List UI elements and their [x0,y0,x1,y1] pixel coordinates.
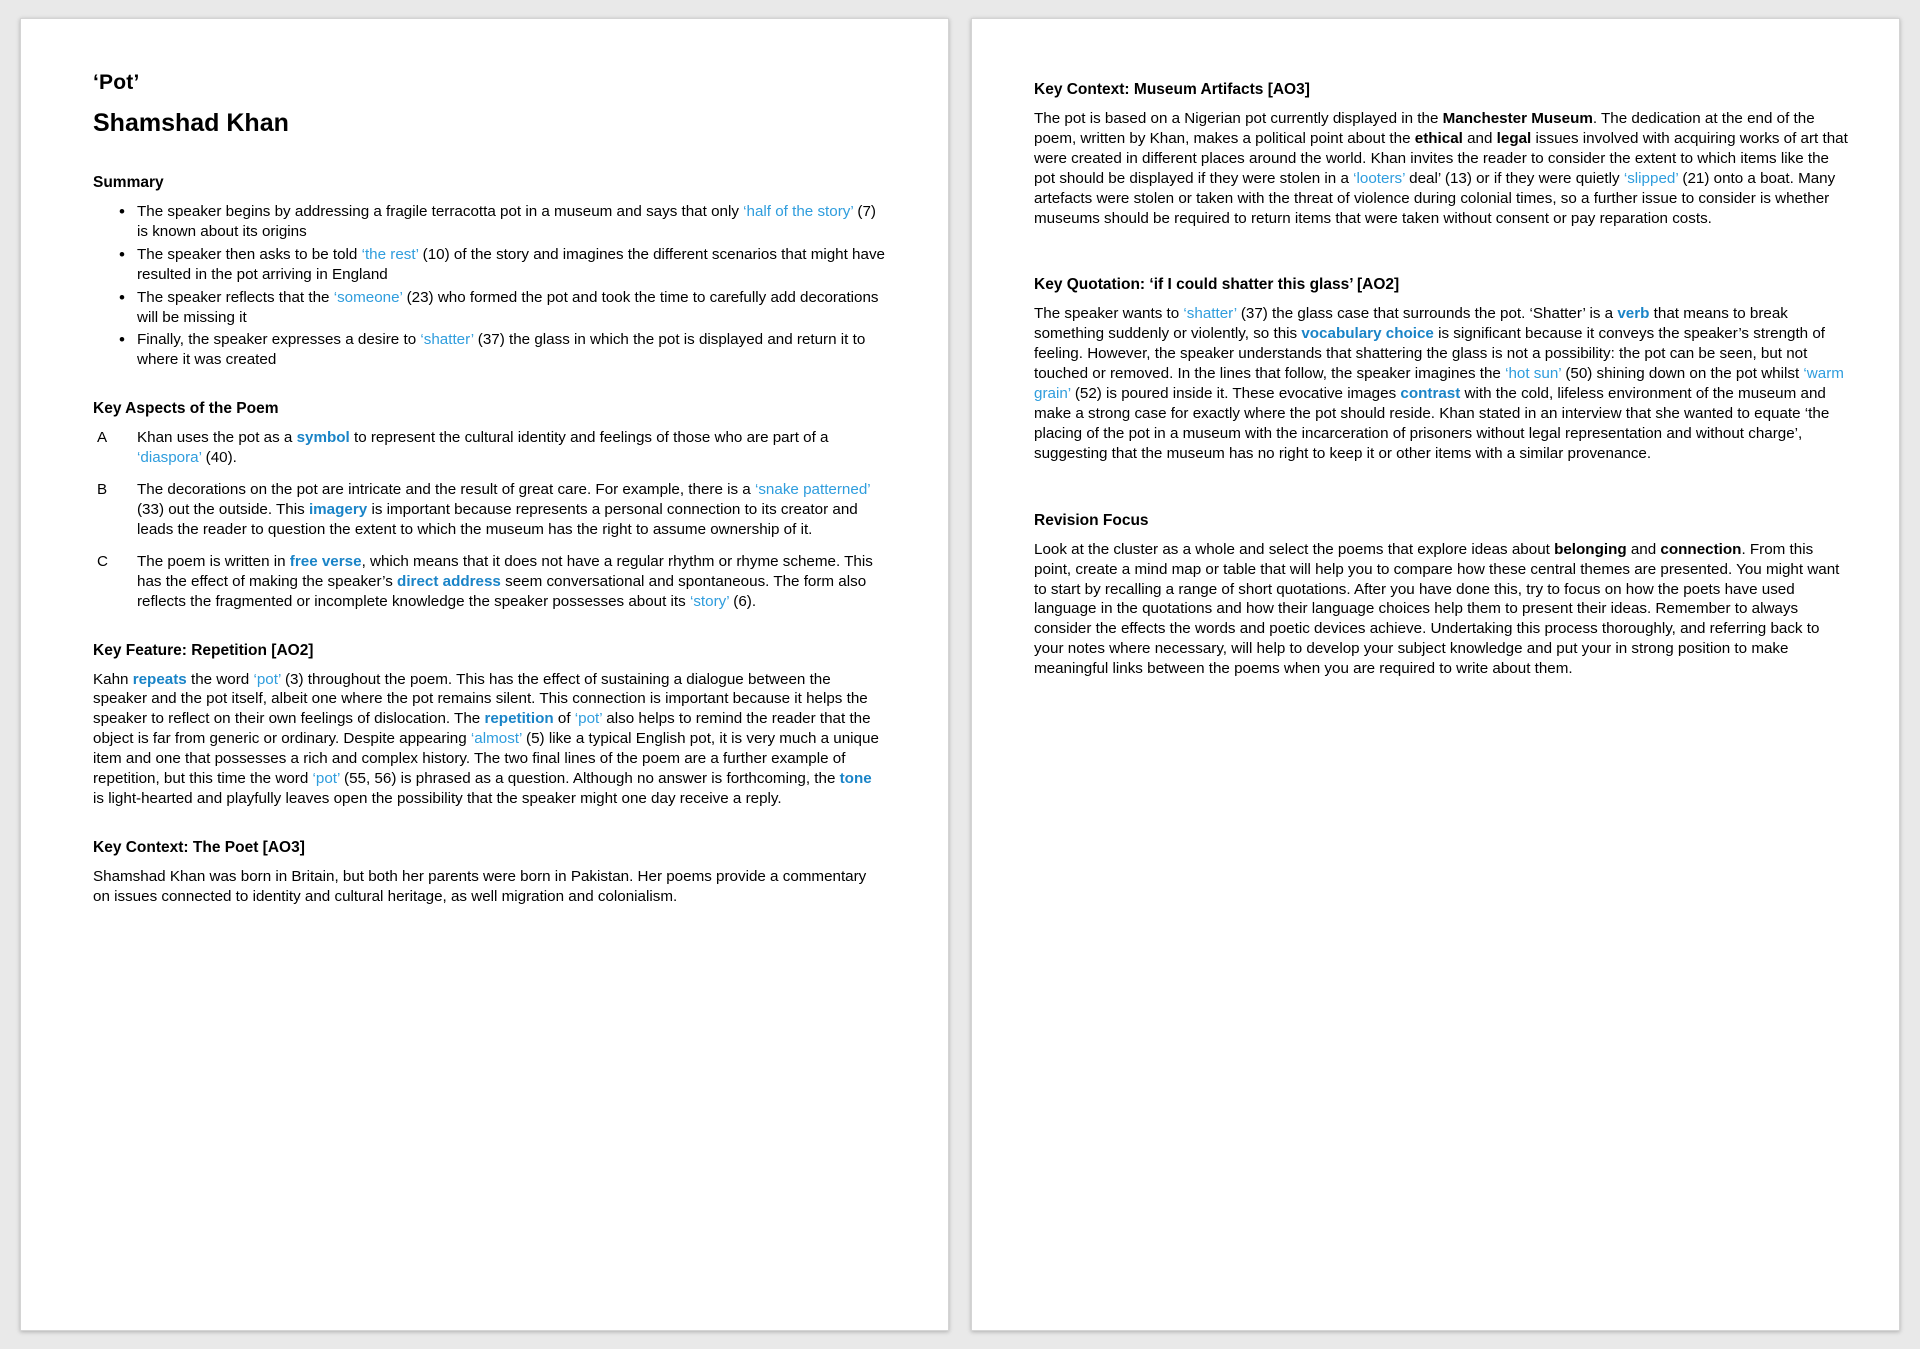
page-right [971,18,1900,1331]
section-key-aspects [93,400,886,611]
section-summary [93,174,886,370]
list-item: • Finally, the speaker expresses a desire to ‘shatter’ (37) the glass in which the pot is displayed and return it to where it was created [119,330,886,370]
section-revision-focus [1034,512,1851,679]
section-key-feature [93,642,886,809]
key-feature-heading: Key Feature: Repetition [AO2] [93,641,314,659]
list-item: B The decorations on the pot are intricate and the result of great care. For example, there is a ‘snake patterned’ (33) out the outside. This imagery is important because represents a personal connection to its creator and leads the reader to question the extent to which the museum has the right to assume ownership of it. [97,481,871,538]
key-context-poet-heading: Key Context: The Poet [AO3] [93,838,305,856]
section-key-context-artifacts [1034,81,1851,228]
summary-list [93,202,886,370]
page-title: ‘Pot’ [93,71,140,94]
key-aspects-list [93,428,886,611]
author-name: Shamshad Khan [93,109,289,137]
key-feature-paragraph: Kahn repeats the word ‘pot’ (3) throughout the poem. This has the effect of sustaining a dialogue between the speaker and the pot itself, albeit one where the pot remains silent. This connection is important because it helps the speaker to reflect on their own feelings of dislocation. The repetition of ‘pot’ also helps to remind the reader that the object is far from generic or ordinary. Despite appearing ‘almost’ (5) like a typical English pot, it is very much a unique item and one that possesses a rich and complex history. The two final lines of the poem are a further example of repetition, but this time the word ‘pot’ (55, 56) is phrased as a question. Although no answer is forthcoming, the tone is light-hearted and playfully leaves open the possibility that the speaker might one day receive a reply. [93,670,879,807]
revision-focus-paragraph: Look at the cluster as a whole and select the poems that explore ideas about belonging and connection. From this point, create a mind map or table that will help you to compare how these central themes are presented. You might want to start by recalling a range of short quotations. After you have done this, try to focus on how the poets have used language in the quotations and how their language choices help them to present their ideas. Remember to always consider the effects the words and poetic devices achieve. Undertaking this process thoroughly, and referring back to your notes where necessary, will help to develop your subject knowledge and put your in strong position to make meaningful links between the poems when you are required to write about them. [1034,540,1840,678]
list-item: • The speaker begins by addressing a fragile terracotta pot in a museum and says that only ‘half of the story’ (7) is known about its origins [119,202,886,242]
key-quotation-paragraph: The speaker wants to ‘shatter’ (37) the glass case that surrounds the pot. ‘Shatter’ is a verb that means to break something suddenly or violently, so this vocabulary choice is significant because it conveys the speaker’s strength of feeling. However, the speaker understands that shattering the glass is not a possibility: the pot can be seen, but not touched or removed. In the lines that follow, the speaker imagines the ‘hot sun’ (50) shining down on the pot whilst ‘warm grain’ (52) is poured inside it. These evocative images contrast with the cold, lifeless environment of the museum and make a strong case for exactly where the pot should reside. Khan stated in an interview that she wanted to equate ‘the placing of the pot in a museum with the incarceration of prisoners without legal representation and without charge’, suggesting that the museum has no right to keep it or other items with a similar provenance. [1034,305,1844,462]
list-item: C The poem is written in free verse, which means that it does not have a regular rhythm or rhyme scheme. This has the effect of making the speaker’s direct address seem conversational and spontaneous. The form also reflects the fragmented or incomplete knowledge the speaker possesses about its ‘story’ (6). [97,552,873,610]
item-marker: B [97,481,108,499]
key-context-poet-paragraph: Shamshad Khan was born in Britain, but both her parents were born in Pakistan. Her poems provide a commentary on issues connected to identity and cultural heritage, as well migration and colonialism. [93,867,867,905]
summary-heading: Summary [93,174,164,191]
section-key-quotation [1034,276,1851,463]
list-item: • The speaker reflects that the ‘someone’ (23) who formed the pot and took the time to carefully add decorations will be missing it [119,288,886,328]
revision-focus-heading: Revision Focus [1034,511,1149,529]
key-context-artifacts-heading: Key Context: Museum Artifacts [AO3] [1034,81,1310,98]
key-context-artifacts-paragraph: The pot is based on a Nigerian pot currently displayed in the Manchester Museum. The dedication at the end of the poem, written by Khan, makes a political point about the ethical and legal issues involved with acquiring works of art that were created in different places around the world. Khan invites the reader to consider the extent to which items like the pot should be displayed if they were stolen in a ‘looters’ deal’ (13) or if they were quietly ‘slipped’ (21) onto a boat. Many artefacts were stolen or taken with the threat of violence during colonial times, so a further issue to consider is whether museums should be required to return items that were taken without consent or pay reparation costs. [1034,110,1848,227]
item-marker: C [97,552,108,570]
list-item: A Khan uses the pot as a symbol to represent the cultural identity and feelings of those who are part of a ‘diaspora’ (40). [97,429,829,467]
section-key-context-poet [93,839,886,907]
list-item: • The speaker then asks to be told ‘the rest’ (10) of the story and imagines the different scenarios that might have resulted in the pot arriving in England [119,245,886,285]
key-quotation-heading: Key Quotation: ‘if I could shatter this glass’ [AO2] [1034,276,1400,294]
item-marker: A [97,429,108,447]
page-left [20,18,949,1331]
key-aspects-heading: Key Aspects of the Poem [93,400,279,418]
